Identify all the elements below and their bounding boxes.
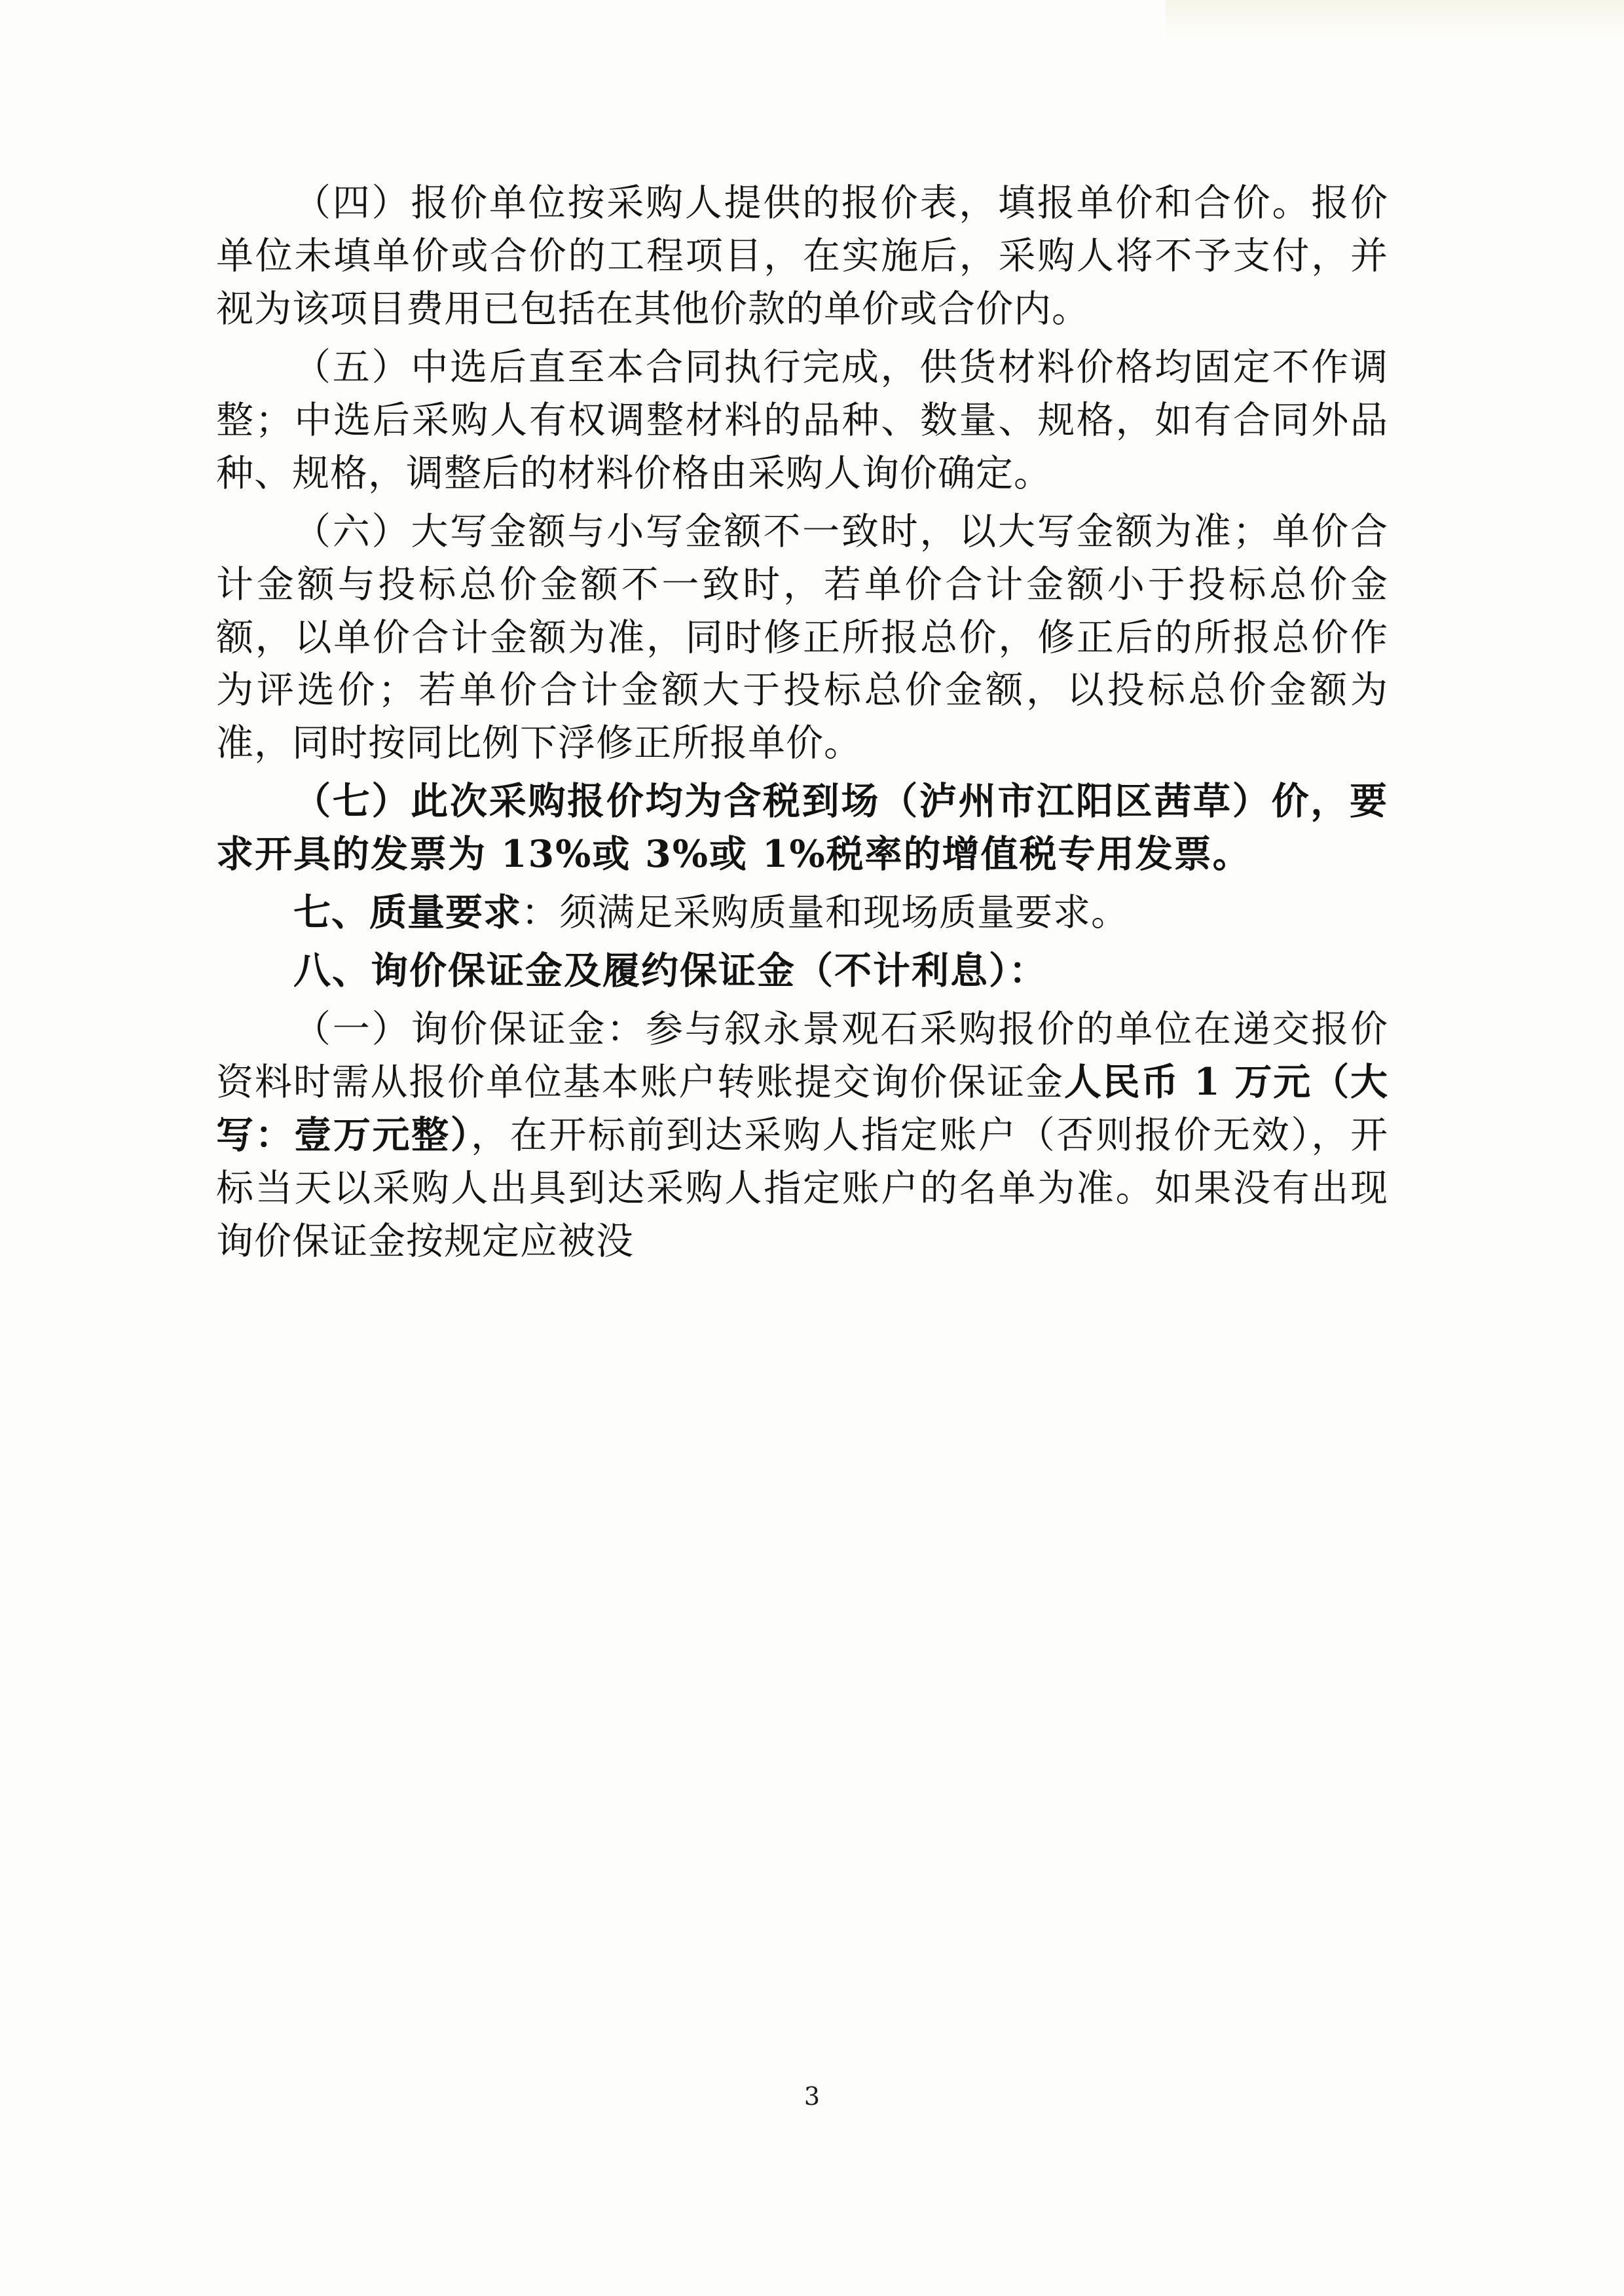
paragraph-item-4: （四）报价单位按采购人提供的报价表，填报单价和合价。报价单位未填单价或合价的工程项目，在实施后，采购人将不予支付，并视为该项目费用已包括在其他价款的单价或合价内。 <box>216 181 1388 331</box>
paragraph-item-5: （五）中选后直至本合同执行完成，供货材料价格均固定不作调整；中选后采购人有权调整材料的品种、数量、规格，如有合同外品种、规格，调整后的材料价格由采购人询价确定。 <box>216 345 1388 495</box>
page-number: 3 <box>803 2082 821 2111</box>
section-heading-7 <box>216 886 1388 939</box>
paragraph-item-8-1-part-2: ，在开标前到达采购人指定账户（否则报价无效），开标当天以采购人出具到达采购人指定账户的名单为准。如果没有出现询价保证金按规定应被没 <box>216 1113 1389 1263</box>
section-heading-8: 八、询价保证金及履约保证金（不计利息）： <box>293 949 1048 993</box>
section-heading-7-text: ：须满足采购质量和现场质量要求。 <box>521 891 1129 935</box>
paragraph-item-7: （七）此次采购报价均为含税到场（泸州市江阳区茜草）价，要求开具的发票为 13%或 3%或 1%税率的增值税专用发票。 <box>216 779 1388 877</box>
paragraph-item-8-1-amount: 人民币 1 万元（大写：壹万元整） <box>216 1060 1388 1157</box>
section-heading-7-label: 七、质量要求 <box>293 890 521 935</box>
document-body <box>216 177 1388 1273</box>
scan-edge-tint <box>1166 0 1624 39</box>
paragraph-item-8-1 <box>216 1003 1388 1268</box>
paragraph-item-6: （六）大写金额与小写金额不一致时，以大写金额为准；单价合计金额与投标总价金额不一致时，若单价合计金额小于投标总价金额，以单价合计金额为准，同时修正所报总价，修正后的所报总价作为评选价；若单价合计金额大于投标总价金额，以投标总价金额为准，同时按同比例下浮修正所报单价。 <box>216 509 1388 765</box>
paragraph-item-8-1-part-1: （一）询价保证金：参与叙永景观石采购报价的单位在递交报价资料时需从报价单位基本账户转账提交询价保证金 <box>216 1008 1388 1104</box>
